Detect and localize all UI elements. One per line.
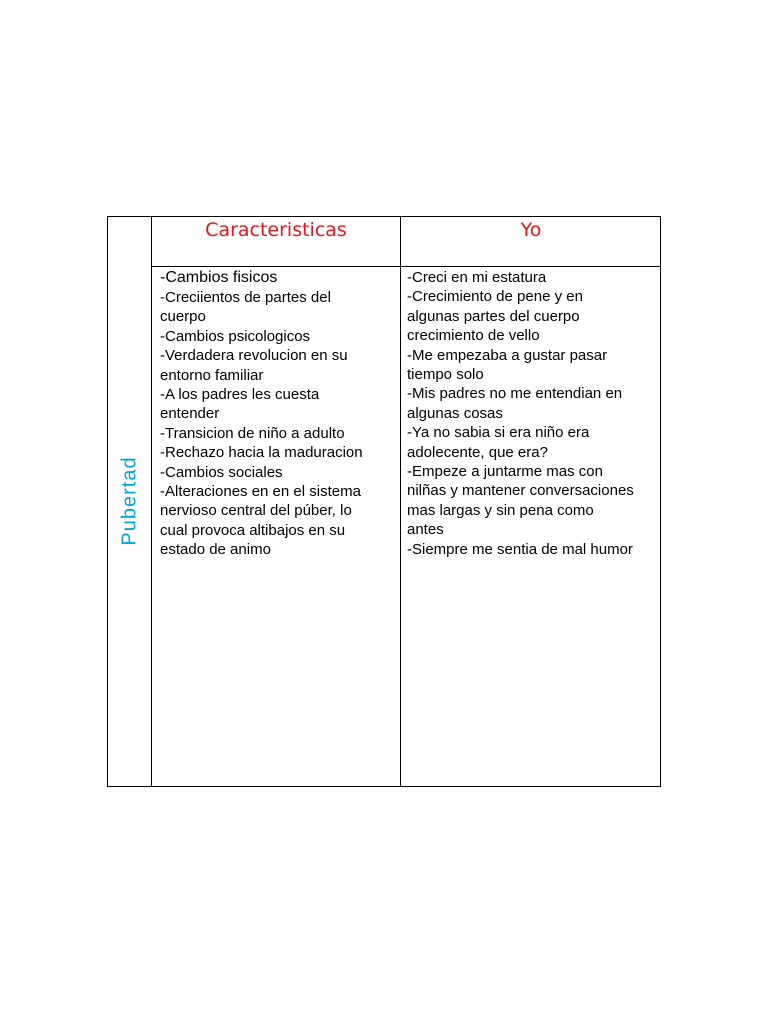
text-line: -Me empezaba a gustar pasar (407, 346, 608, 364)
text-line: -Crecimiento de pene y en (407, 288, 583, 306)
text-line: crecimiento de vello (407, 327, 540, 345)
text-line: antes (407, 521, 444, 539)
text-line: -Transicion de niño a adulto (160, 424, 345, 442)
text-line: mas largas y sin pena como (407, 501, 594, 519)
header-divider (151, 266, 660, 267)
cell-caracteristicas (160, 268, 396, 560)
text-line: algunas partes del cuerpo (407, 307, 580, 325)
text-line: -Empeze a juntarme mas con (407, 463, 603, 481)
text-line: -Mis padres no me entendian en (407, 385, 623, 403)
text-line: -Cambios psicologicos (160, 327, 311, 345)
text-line: adolecente, que era? (407, 443, 548, 461)
text-line: nervioso central del púber, lo (160, 502, 352, 520)
text-line: -Ya no sabia si era niño era (407, 424, 590, 442)
header-yo: Yo (520, 219, 542, 241)
text-line: -Alteraciones en en el sistema (160, 483, 361, 501)
text-line: -Creci en mi estatura (407, 269, 547, 286)
text-line: entorno familiar (160, 366, 264, 384)
text-line: -Verdadera revolucion en su (160, 347, 348, 365)
text-line: -A los padres les cuesta (160, 386, 320, 404)
text-line: algunas cosas (407, 404, 503, 422)
text-line: estado de animo (160, 541, 271, 559)
cell-yo (407, 268, 659, 559)
row-label-pubertad: Pubertad (118, 456, 141, 546)
text-line: -Siempre me sentia de mal humor (407, 540, 633, 558)
row-label-cell (108, 217, 151, 786)
text-line: -Cambios sociales (160, 463, 283, 481)
text-line: -Cambios fisicos (160, 269, 278, 286)
text-line: nilñas y mantener conversaciones (407, 482, 634, 500)
text-line: -Creciientos de partes del (160, 289, 331, 306)
text-line: cual provoca altibajos en su (160, 521, 346, 539)
text-line: -Rechazo hacia la maduracion (160, 444, 363, 462)
column-divider (400, 217, 401, 786)
text-line: cuerpo (160, 308, 206, 326)
document-table (107, 216, 661, 787)
text-line: entender (160, 405, 220, 423)
header-caracteristicas: Caracteristicas (205, 219, 347, 241)
column-divider (151, 217, 152, 786)
text-line: tiempo solo (407, 366, 484, 384)
